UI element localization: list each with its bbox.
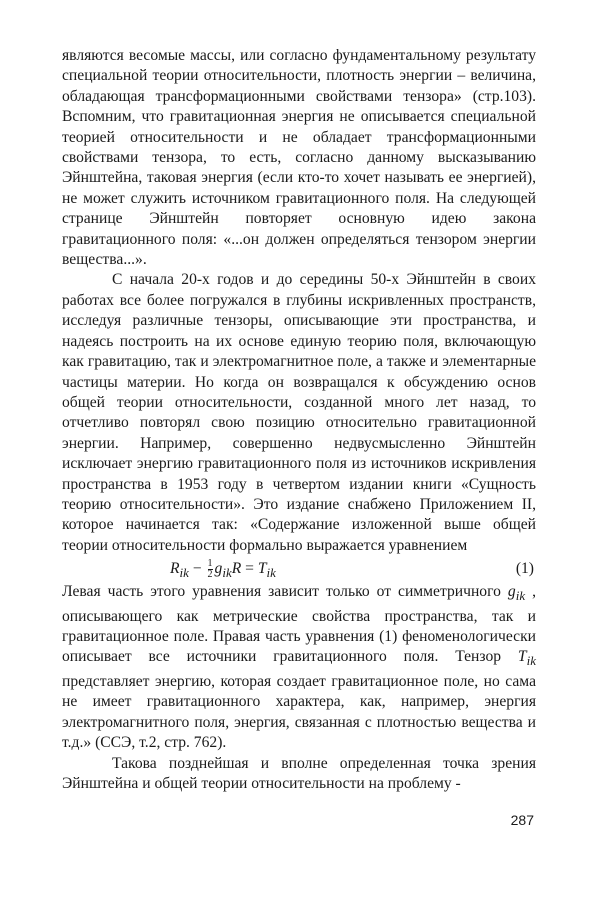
symbol-t: T — [517, 648, 527, 666]
eq-equals: = — [245, 560, 254, 578]
eq-g: g — [214, 560, 223, 578]
symbol-t-ik — [517, 648, 536, 669]
paragraph-3-part-b: , описывающего как метрические свойства пространства, так и гравитационное поле. Правая часть уравнения (1) феноменологически описывает все источники гравитационного поля. Тензор — [62, 583, 536, 666]
paragraph-2: С начала 20-х годов и до середины 50-х Эйнштейн в своих работах все более погружался в глубины искривленных пространств, исследуя различные тензоры, описывающие эти пространства, и надеясь построить на их основе единую теорию поля, включающую как гравитацию, так и электромагнитное поле, а также и элементарные частицы материи. Но когда он возвращался к обсуждению основ общей теории относительности, созданной много лет назад, то отчетливо повторял свою позицию относительно гравитационной энергии. Например, совершенно недвусмысленно Эйнштейн исключает энергию гравитационного поля из источников искривления пространства в 1953 году в четвертом издании книги «Сущность теорию относительности». Это издание снабжено Приложением II, которое начинается так: «Содержание изложенной выше общей теории относительности формально выражается уравнением — [62, 271, 536, 554]
symbol-g-sub: ik — [515, 588, 526, 604]
paragraph-3-part-a: Левая часть этого уравнения зависит только от симметричного — [62, 583, 501, 601]
paragraph-3 — [62, 582, 536, 753]
eq-T: T — [257, 560, 267, 578]
eq-R: R — [170, 560, 180, 578]
eq-frac-num: 1 — [207, 558, 213, 570]
eq-R2: R — [231, 560, 242, 578]
symbol-g-ik — [507, 583, 526, 604]
paragraph-1: являются весомые массы, или согласно фундаментальному результату специальной теории относительности, плотность энергии – величина, обладающая трансформационными свойствами тензора» (стр.103). Вспомним, что гравитационная энергия не описывается специальной теорией относительности и не обладает трансформационными свойствами тензора, то есть, согласно данному высказыванию Эйнштейна, таковая энергия (если кто-то хочет называть ее энергией), не может служить источником гравитационного поля. На следующей странице Эйнштейн повторяет основную идею закона гравитационного поля: «...он должен определяться тензором энергии вещества...». — [62, 47, 536, 269]
paragraph-3-part-c: представляет энергию, которая создает гравитационное поле, но сама не имеет гравитационного характера, как, например, энергия электромагнитного поля, энергия, связанная с плотностью вещества и т.д.» (ССЭ, т.2, стр. 762). — [62, 673, 536, 752]
eq-frac-den: 2 — [207, 569, 213, 581]
eq-R-sub: ik — [179, 565, 189, 581]
equation-number: (1) — [515, 560, 534, 578]
eq-minus: − — [192, 560, 202, 578]
symbol-g: g — [507, 583, 516, 601]
paragraph-4: Такова позднейшая и вполне определенная точка зрения Эйнштейна и общей теории относительности на проблему - — [62, 754, 536, 793]
page-body — [62, 46, 536, 794]
equation-expression — [170, 556, 276, 586]
eq-g-sub: ik — [222, 565, 232, 581]
equation-1 — [62, 556, 536, 582]
eq-fraction — [208, 559, 213, 580]
eq-T-sub: ik — [266, 565, 276, 581]
page-number: 287 — [510, 812, 534, 828]
symbol-t-sub: ik — [526, 653, 536, 669]
